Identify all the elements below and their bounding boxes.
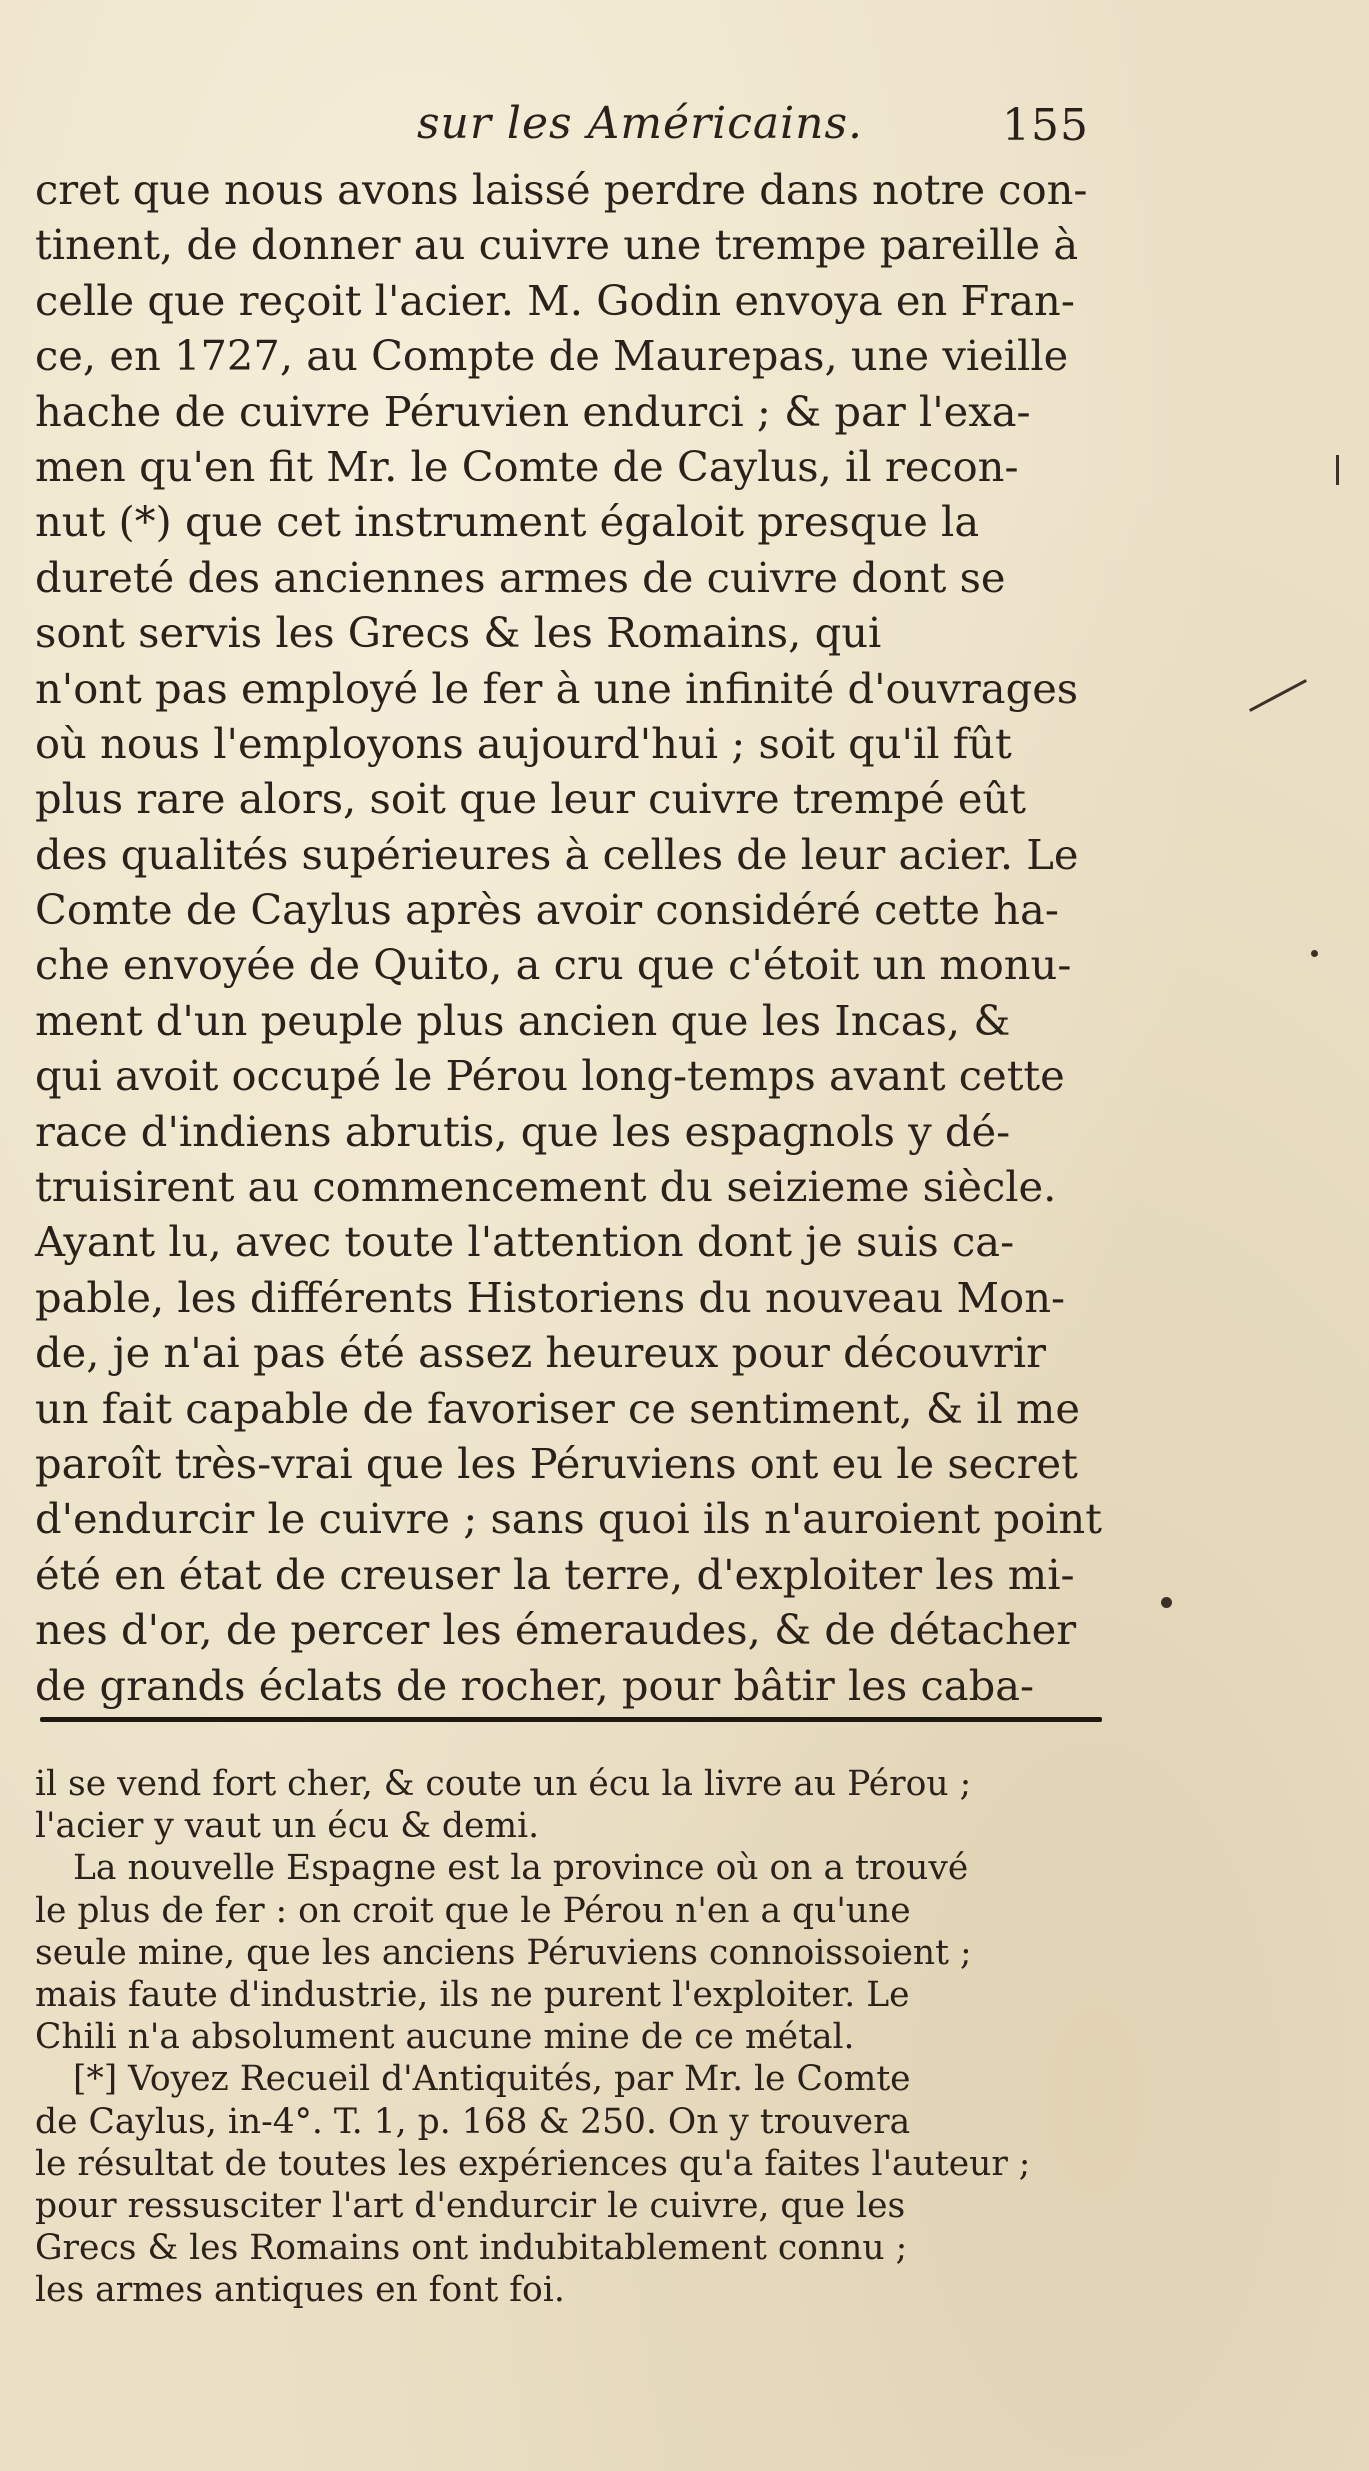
text-line: d'endurcir le cuivre ; sans quoi ils n'auroient point <box>35 1494 1102 1544</box>
footnote-line: les armes antiques en font foi. <box>35 2270 565 2311</box>
footnote-line: l'acier y vaut un écu & demi. <box>35 1806 540 1847</box>
text-line: che envoyée de Quito, a cru que c'étoit un monu- <box>35 940 1072 990</box>
page-header <box>0 98 1369 168</box>
margin-mark <box>1249 679 1307 712</box>
footnote-line: La nouvelle Espagne est la province où on a trouvé <box>73 1848 969 1889</box>
text-line: un fait capable de favoriser ce sentiment, & il me <box>35 1383 1080 1433</box>
footnote-line: le plus de fer : on croit que le Pérou n'en a qu'une <box>35 1890 911 1931</box>
footnote-line: mais faute d'industrie, ils ne purent l'exploiter. Le <box>35 1974 910 2015</box>
footnote-line: le résultat de toutes les expériences qu'a faites l'auteur ; <box>35 2143 1031 2184</box>
footnote-line: seule mine, que les anciens Péruviens connoissoient ; <box>35 1932 972 1973</box>
text-line: hache de cuivre Péruvien endurci ; & par l'exa- <box>35 386 1031 436</box>
margin-mark <box>1336 455 1339 485</box>
footnote-line: Chili n'a absolument aucune mine de ce métal. <box>35 2017 855 2058</box>
text-line: truisirent au commencement du seizieme siècle. <box>35 1162 1057 1212</box>
text-line: été en état de creuser la terre, d'exploiter les mi- <box>35 1549 1075 1599</box>
text-line: ment d'un peuple plus ancien que les Incas, & <box>35 995 1011 1045</box>
text-line: race d'indiens abrutis, que les espagnols y dé- <box>35 1106 1011 1156</box>
text-line: sont servis les Grecs & les Romains, qui <box>35 608 882 658</box>
text-line: Comte de Caylus après avoir considéré cette ha- <box>35 885 1059 935</box>
text-line: n'ont pas employé le fer à une infinité d'ouvrages <box>35 663 1079 713</box>
text-line: de grands éclats de rocher, pour bâtir les caba- <box>35 1660 1035 1710</box>
footnote-line: Grecs & les Romains ont indubitablement connu ; <box>35 2228 908 2269</box>
text-line: celle que reçoit l'acier. M. Godin envoya en Fran- <box>35 275 1075 325</box>
text-line: men qu'en fit Mr. le Comte de Caylus, il recon- <box>35 441 1019 491</box>
footnote-divider <box>40 1717 1102 1722</box>
text-line: nes d'or, de percer les émeraudes, & de détacher <box>35 1605 1077 1655</box>
text-line: paroît très-vrai que les Péruviens ont eu le secret <box>35 1438 1078 1488</box>
text-line: dureté des anciennes armes de cuivre dont se <box>35 552 1006 602</box>
text-line: nut (*) que cet instrument égaloit presque la <box>35 497 980 547</box>
text-line: des qualités supérieures à celles de leur acier. Le <box>35 829 1079 879</box>
footnote-line: de Caylus, in-4°. T. 1, p. 168 & 250. On y trouvera <box>35 2101 911 2142</box>
main-text <box>35 162 1115 1713</box>
footnotes <box>35 1763 1115 2311</box>
footnote-line: [*] Voyez Recueil d'Antiquités, par Mr. le Comte <box>73 2059 911 2100</box>
text-line: cret que nous avons laissé perdre dans notre con- <box>35 165 1088 214</box>
text-line: de, je n'ai pas été assez heureux pour découvrir <box>35 1328 1047 1378</box>
margin-mark <box>1311 950 1318 957</box>
text-line: Ayant lu, avec toute l'attention dont je suis ca- <box>35 1217 1015 1267</box>
text-line: qui avoit occupé le Pérou long-temps avant cette <box>35 1051 1065 1101</box>
text-line: ce, en 1727, au Compte de Maurepas, une vieille <box>35 331 1069 381</box>
text-line: où nous l'employons aujourd'hui ; soit qu'il fût <box>35 718 1012 768</box>
text-line: tinent, de donner au cuivre une trempe pareille à <box>35 220 1079 270</box>
text-line: pable, les différents Historiens du nouveau Mon- <box>35 1272 1066 1322</box>
footnote-line: pour ressusciter l'art d'endurcir le cuivre, que les <box>35 2185 906 2226</box>
running-title: sur les Américains. <box>416 98 864 149</box>
footnote-line: il se vend fort cher, & coute un écu la livre au Pérou ; <box>35 1764 972 1804</box>
margin-mark <box>1161 1597 1172 1608</box>
page-number: 155 <box>1002 100 1089 151</box>
text-line: plus rare alors, soit que leur cuivre trempé eût <box>35 774 1027 824</box>
